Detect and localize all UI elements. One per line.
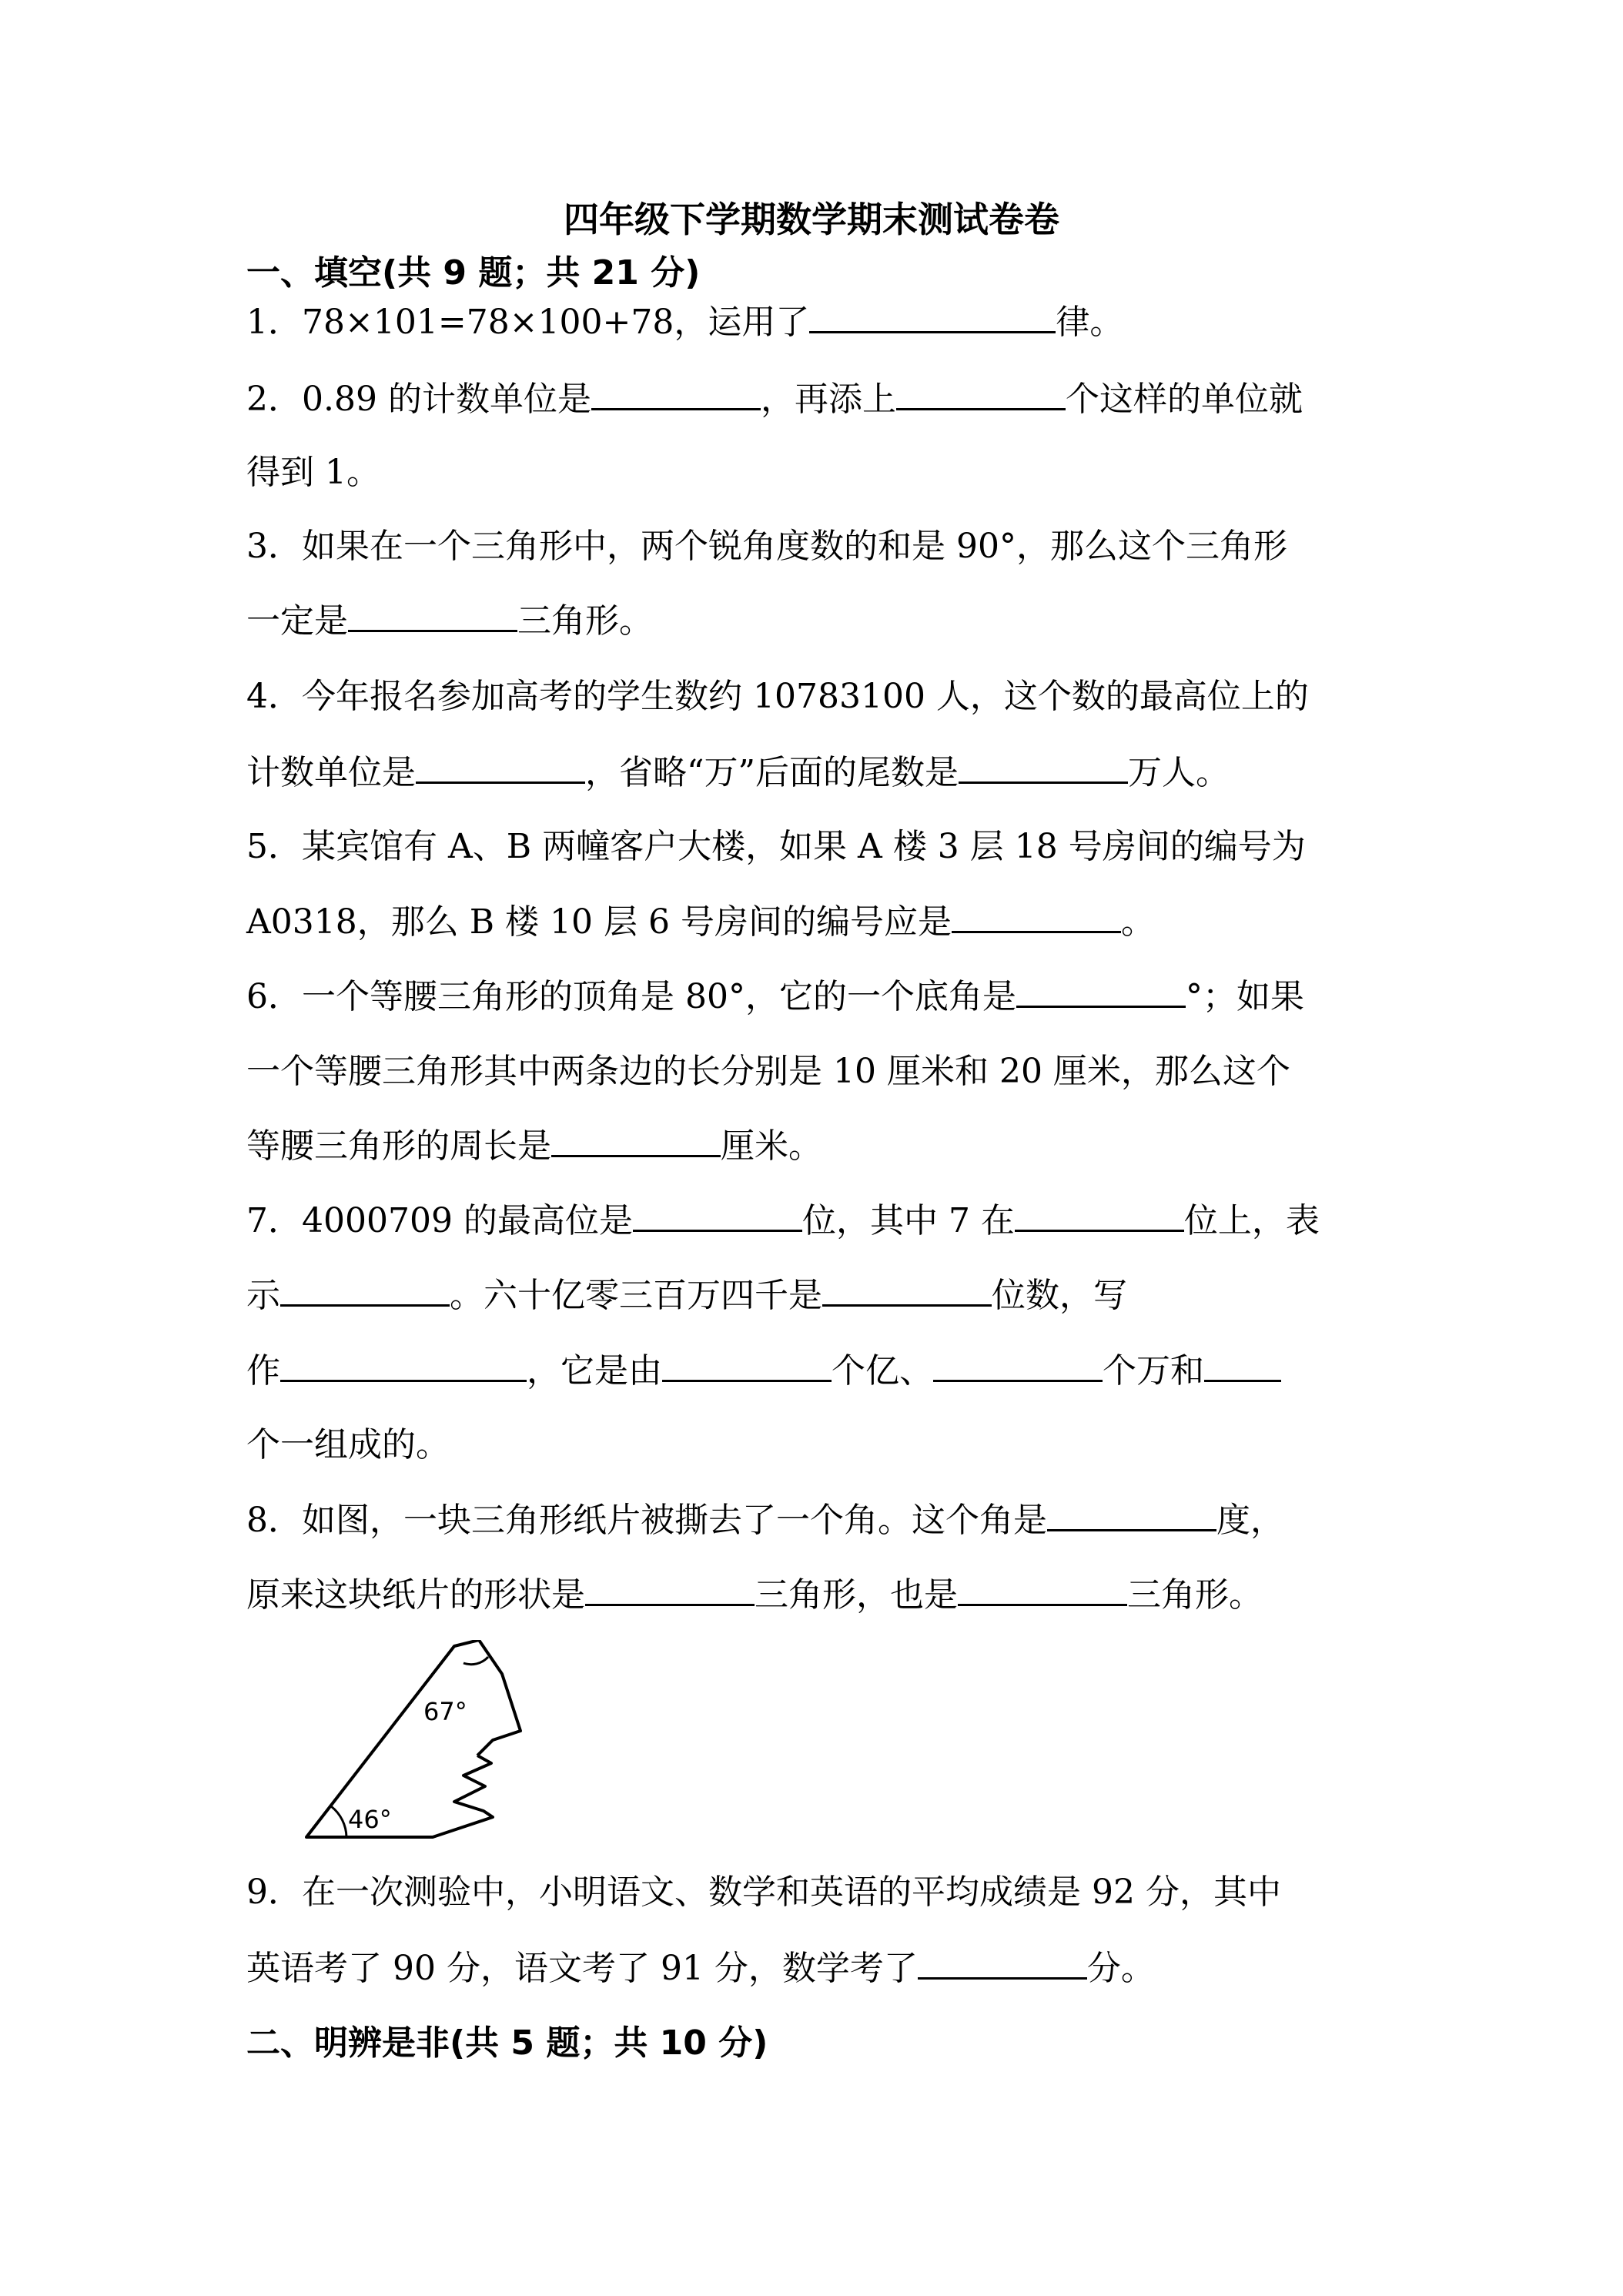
question-7-text-mid: 位，其中 7 在	[801, 1201, 1015, 1240]
question-3-continued	[246, 597, 653, 644]
question-2-text-end: 个这样的单位就	[1065, 380, 1303, 419]
answer-blank	[933, 1347, 1103, 1382]
torn-triangle-figure	[300, 1640, 531, 1848]
question-1	[246, 299, 1123, 346]
question-2	[246, 376, 1303, 423]
question-8-text: 8．如图，一块三角形纸片被撕去了一个角。这个角是	[246, 1501, 1047, 1540]
question-4-text-end: 万人。	[1128, 753, 1230, 792]
question-3: 3．如果在一个三角形中，两个锐角度数的和是 90°，那么这个三角形	[246, 527, 1287, 566]
angle-label-top: 67°	[423, 1697, 467, 1726]
answer-blank	[896, 376, 1066, 410]
answer-blank	[416, 749, 585, 784]
triangle-outline	[306, 1640, 520, 1837]
question-7-text-6: ，它是由	[527, 1351, 662, 1391]
page-title: 四年级下学期数学期末测试卷卷	[564, 199, 1059, 240]
answer-blank	[1204, 1347, 1281, 1382]
question-5-continued	[246, 899, 1155, 946]
question-8-text-end: 三角形。	[1127, 1575, 1263, 1615]
question-2-text-mid: ，再添上	[760, 380, 896, 419]
answer-blank	[809, 299, 1056, 333]
answer-blank	[959, 749, 1128, 784]
question-6	[246, 973, 1304, 1020]
question-7-continued-2	[246, 1347, 1281, 1394]
question-2-continued: 得到 1。	[246, 453, 380, 492]
question-9-text-end: 分。	[1086, 1949, 1155, 1988]
question-8-text-2: 原来这块纸片的形状是	[246, 1575, 585, 1615]
answer-blank	[280, 1272, 450, 1307]
question-6-continued-2	[246, 1123, 822, 1170]
angle-arc-left	[331, 1806, 346, 1837]
question-7-continued	[246, 1272, 1127, 1319]
answer-blank	[822, 1272, 992, 1307]
answer-blank	[1047, 1497, 1216, 1531]
answer-blank	[662, 1347, 832, 1382]
answer-blank	[591, 376, 761, 410]
question-4-text: 计数单位是	[246, 753, 416, 792]
answer-blank	[348, 597, 517, 632]
question-8-text-mid: 度，	[1216, 1501, 1284, 1540]
answer-blank	[633, 1197, 802, 1232]
question-6-continued: 一个等腰三角形其中两条边的长分别是 10 厘米和 20 厘米，那么这个	[246, 1052, 1290, 1091]
question-7	[246, 1197, 1320, 1244]
question-6-text-end: 厘米。	[721, 1126, 822, 1166]
question-6-text-mid: °；如果	[1185, 977, 1304, 1016]
question-5-text: A0318，那么 B 楼 10 层 6 号房间的编号应是	[246, 902, 952, 942]
question-1-text: 1．78×101=78×100+78，运用了	[246, 303, 810, 342]
question-7-continued-3: 个一组成的。	[246, 1425, 450, 1464]
question-4-text-mid: ，省略“万”后面的尾数是	[585, 753, 959, 792]
question-8-text-3: 三角形，也是	[755, 1575, 958, 1615]
angle-label-left: 46°	[348, 1805, 392, 1834]
question-9: 9．在一次测验中，小明语文、数学和英语的平均成绩是 92 分，其中	[246, 1873, 1281, 1912]
question-5: 5．某宾馆有 A、B 两幢客户大楼，如果 A 楼 3 层 18 号房间的编号为	[246, 827, 1306, 866]
question-5-text-end: 。	[1121, 902, 1155, 942]
question-9-continued	[246, 1945, 1155, 1992]
question-7-text-7: 个亿、	[832, 1351, 933, 1391]
question-6-text: 6．一个等腰三角形的顶角是 80°，它的一个底角是	[246, 977, 1016, 1016]
answer-blank	[918, 1945, 1087, 1980]
angle-arc-top	[463, 1657, 488, 1665]
answer-blank	[952, 899, 1121, 933]
question-8-continued	[246, 1571, 1263, 1618]
question-9-text: 英语考了 90 分，语文考了 91 分，数学考了	[246, 1949, 918, 1988]
question-7-text-2: 示	[246, 1276, 280, 1315]
question-7-text-8: 个万和	[1103, 1351, 1204, 1391]
question-7-text-4: 位数，写	[992, 1276, 1127, 1315]
answer-blank	[585, 1571, 755, 1606]
question-8	[246, 1497, 1284, 1544]
question-3-text-end: 三角形。	[517, 601, 653, 641]
question-2-text: 2．0.89 的计数单位是	[246, 380, 591, 419]
question-3-text: 一定是	[246, 601, 348, 641]
answer-blank	[958, 1571, 1127, 1606]
question-6-text-2: 等腰三角形的周长是	[246, 1126, 551, 1166]
question-1-text-end: 律。	[1056, 303, 1124, 342]
section-heading-true-false: 二、明辨是非(共 5 题；共 10 分)	[246, 2023, 768, 2063]
answer-blank	[551, 1123, 721, 1157]
question-7-text: 7．4000709 的最高位是	[246, 1201, 633, 1240]
question-7-text-5: 作	[246, 1351, 280, 1391]
answer-blank	[1015, 1197, 1184, 1232]
question-7-text-end: 位上，表	[1183, 1201, 1320, 1240]
question-4-continued	[246, 749, 1230, 796]
question-4: 4．今年报名参加高考的学生数约 10783100 人，这个数的最高位上的	[246, 677, 1309, 716]
section-heading-fill-in: 一、填空(共 9 题；共 21 分)	[246, 253, 701, 293]
answer-blank	[280, 1347, 527, 1382]
question-7-text-3: 。六十亿零三百万四千是	[450, 1276, 822, 1315]
answer-blank	[1016, 973, 1186, 1008]
